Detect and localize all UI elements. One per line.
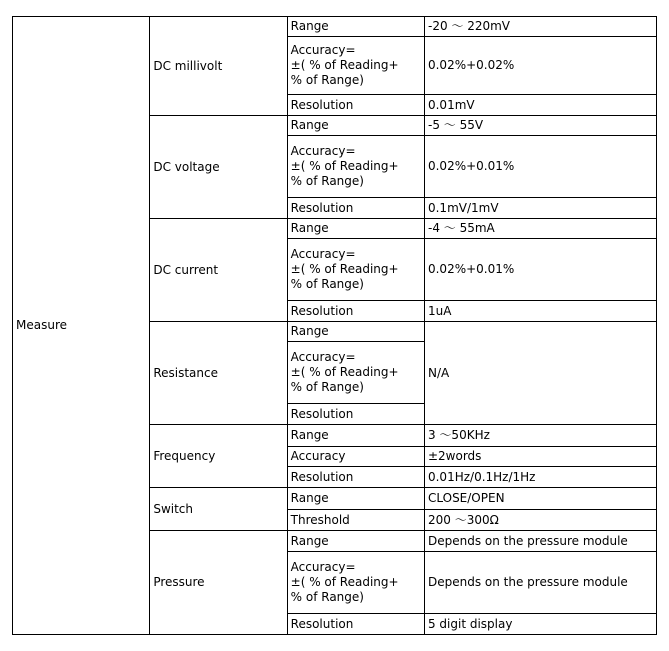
value-cell: ±2words xyxy=(424,447,656,467)
param-cell: Accuracy xyxy=(287,447,424,467)
param-cell: Range xyxy=(287,17,424,37)
value-cell: 0.1mV/1mV xyxy=(424,198,656,219)
param-cell: Accuracy= ±( % of Reading+ % of Range) xyxy=(287,37,424,95)
param-cell: Range xyxy=(287,425,424,447)
value-cell: 0.02%+0.01% xyxy=(424,136,656,198)
param-cell: Range xyxy=(287,531,424,552)
param-cell: Threshold xyxy=(287,510,424,531)
value-cell: 0.02%+0.02% xyxy=(424,37,656,95)
param-cell: Resolution xyxy=(287,198,424,219)
param-cell: Resolution xyxy=(287,467,424,488)
category-cell: Measure xyxy=(13,17,150,635)
value-cell: CLOSE/OPEN xyxy=(424,488,656,510)
value-cell: -5 ～ 55V xyxy=(424,116,656,136)
param-cell: Accuracy= ±( % of Reading+ % of Range) xyxy=(287,239,424,301)
param-cell: Accuracy= ±( % of Reading+ % of Range) xyxy=(287,136,424,198)
table-row xyxy=(13,17,657,37)
value-cell: 0.01mV xyxy=(424,95,656,116)
group-name-cell: Frequency xyxy=(150,425,287,488)
group-name-cell: DC current xyxy=(150,219,287,322)
spec-table-body xyxy=(13,17,657,635)
value-cell: N/A xyxy=(424,322,656,425)
value-cell: Depends on the pressure module xyxy=(424,552,656,614)
param-cell: Range xyxy=(287,322,424,342)
value-cell: 200 ～300Ω xyxy=(424,510,656,531)
spec-table xyxy=(12,16,657,635)
group-name-cell: Pressure xyxy=(150,531,287,635)
param-cell: Range xyxy=(287,116,424,136)
param-cell: Resolution xyxy=(287,404,424,425)
value-cell: -4 ～ 55mA xyxy=(424,219,656,239)
value-cell: 1uA xyxy=(424,301,656,322)
param-cell: Accuracy= ±( % of Reading+ % of Range) xyxy=(287,552,424,614)
param-cell: Range xyxy=(287,488,424,510)
value-cell: 0.01Hz/0.1Hz/1Hz xyxy=(424,467,656,488)
param-cell: Resolution xyxy=(287,301,424,322)
value-cell: -20 ～ 220mV xyxy=(424,17,656,37)
group-name-cell: DC millivolt xyxy=(150,17,287,116)
value-cell: 5 digit display xyxy=(424,614,656,635)
param-cell: Accuracy= ±( % of Reading+ % of Range) xyxy=(287,342,424,404)
param-cell: Resolution xyxy=(287,95,424,116)
value-cell: 0.02%+0.01% xyxy=(424,239,656,301)
param-cell: Range xyxy=(287,219,424,239)
group-name-cell: Resistance xyxy=(150,322,287,425)
value-cell: 3 ～50KHz xyxy=(424,425,656,447)
group-name-cell: DC voltage xyxy=(150,116,287,219)
value-cell: Depends on the pressure module xyxy=(424,531,656,552)
param-cell: Resolution xyxy=(287,614,424,635)
group-name-cell: Switch xyxy=(150,488,287,531)
